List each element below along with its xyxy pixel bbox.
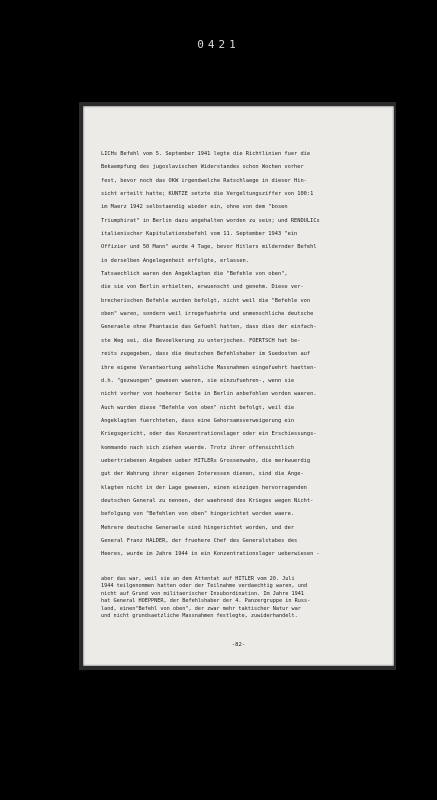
text-line: 1944 teilgenommen hatten oder der Teilnahme verdaechtig waren, und bbox=[101, 583, 308, 590]
text-line: Heeres, wurde im Jahre 1944 in ein Konzentrationslager ueberwiesen - bbox=[101, 551, 320, 558]
page-number: -82- bbox=[231, 642, 246, 648]
text-line: LICHs Befehl vom 5. September 1941 legte die Richtlinien fuer die bbox=[101, 151, 311, 157]
text-line: Generaele ohne Phantasie das Gefuehl hatten, dass dies der einfach- bbox=[101, 324, 317, 331]
text-line: gut der Wahrung ihrer eigenen Interessen dienen, sind die Ange- bbox=[101, 471, 304, 478]
text-line: deutschen General zu nennen, der waehrend des Krieges wegen Nicht- bbox=[101, 497, 314, 504]
document-page bbox=[83, 106, 394, 666]
text-line: aber das war, weil sie an dem Attentat auf HITLER vom 20. Juli bbox=[101, 576, 295, 582]
text-line: Mehrere deutsche Generaele sind hingerichtet worden, und der bbox=[101, 524, 295, 531]
text-line: reits zugegeben, dass die deutschen Befehlshaber im Suedosten auf bbox=[101, 351, 311, 358]
text-line: klagten nicht in der Lage gewesen, einen einzigen hervorragenden bbox=[101, 484, 307, 491]
text-line: Triumphirat" in Berlin dazu angehalten worden zu sein; und RENDULICs bbox=[101, 217, 320, 224]
text-line: Kriegsgericht, oder das Konzentrationslager oder ein Erschiessungs- bbox=[101, 431, 317, 438]
text-line: General Franz HALDER, der fruehere Chef des Generalstabes des bbox=[101, 537, 298, 544]
text-line: Offizier und 50 Mann" wurde 4 Tage, bevor Hitlers mildernder Befehl bbox=[101, 244, 317, 251]
text-line: und nicht grundsaetzliche Massnahmen festlegte, zuwiderhandelt. bbox=[101, 613, 298, 620]
text-line: nicht vorher von hoeherer Seite in Berlin anbefohlen worden waeren. bbox=[101, 391, 317, 398]
text-line: im Maerz 1942 selbstaendig wieder ein, ohne von dem "bosen bbox=[101, 204, 288, 211]
text-line: Auch wurden diese "Befehle von oben" nicht befolgt, weil die bbox=[101, 404, 295, 411]
text-line: die sie von Berlin erhielten, erwuenscht und genehm. Diese ver- bbox=[101, 284, 304, 291]
text-line: nicht auf Grund von militaerischer Insubordination. Im Jahre 1941 bbox=[101, 590, 305, 597]
text-line: sicht erteilt hatte; KUNTZE setzte die Vergeltungsziffer von 100:1 bbox=[101, 191, 314, 198]
text-line: Angeklagten fuerchteten, dass eine Gehorsamsverweigerung ein bbox=[101, 417, 295, 424]
body-text bbox=[101, 148, 383, 562]
text-line: italienischer Kapitulationsbefehl vom 11. September 1943 "ein bbox=[101, 231, 298, 238]
text-line: fest, bevor noch das OKW irgendwelche Ratschlaege in dieser Hin- bbox=[101, 177, 307, 184]
film-frame-number: 0421 bbox=[197, 38, 240, 51]
text-line: land, einen"Befehl von oben", der zwar mehr taktischer Natur war bbox=[101, 605, 301, 612]
single-spaced-text bbox=[101, 576, 383, 620]
text-line: befolgung von "Befehlen von oben" hingerichtet worden waere. bbox=[101, 511, 295, 518]
text-line: ste Weg sei, die Bevoelkerung zu unterjochen. FOERTSCH hat be- bbox=[101, 337, 301, 344]
text-line: ihre eigene Verantwortung aehnliche Massnahmen eingefuehrt haetten- bbox=[101, 364, 317, 371]
text-line: hat General HOEPPNER, der Befehlshaber der 4. Panzergruppe in Russ- bbox=[101, 598, 311, 605]
text-line: d.h. "gezwungen" gewesen waeren, sie einzufuehren-, wenn sie bbox=[101, 377, 295, 384]
text-line: kommando nach sich ziehen wuerde. Trotz ihrer offensichtlich bbox=[101, 444, 295, 451]
text-line: Bekaempfung des jugoslavischen Widerstandes schon Wochen vorher bbox=[101, 164, 304, 171]
text-line: brecherischen Befehle wurden befolgt, nicht weil die "Befehle von bbox=[101, 297, 311, 304]
text-line: uebertriebenen Angaben ueber HITLERs Grossenwahn, die merkwuerdig bbox=[101, 457, 311, 464]
text-line: Tatsaechlich waren den Angeklagten die "Befehle von oben", bbox=[101, 271, 288, 278]
text-line: in derselben Angelegenheit erfolgte, erlassen. bbox=[101, 257, 249, 264]
text-line: oben" waren, sondern weil irregefuehrte und unmenschliche deutsche bbox=[101, 311, 314, 318]
